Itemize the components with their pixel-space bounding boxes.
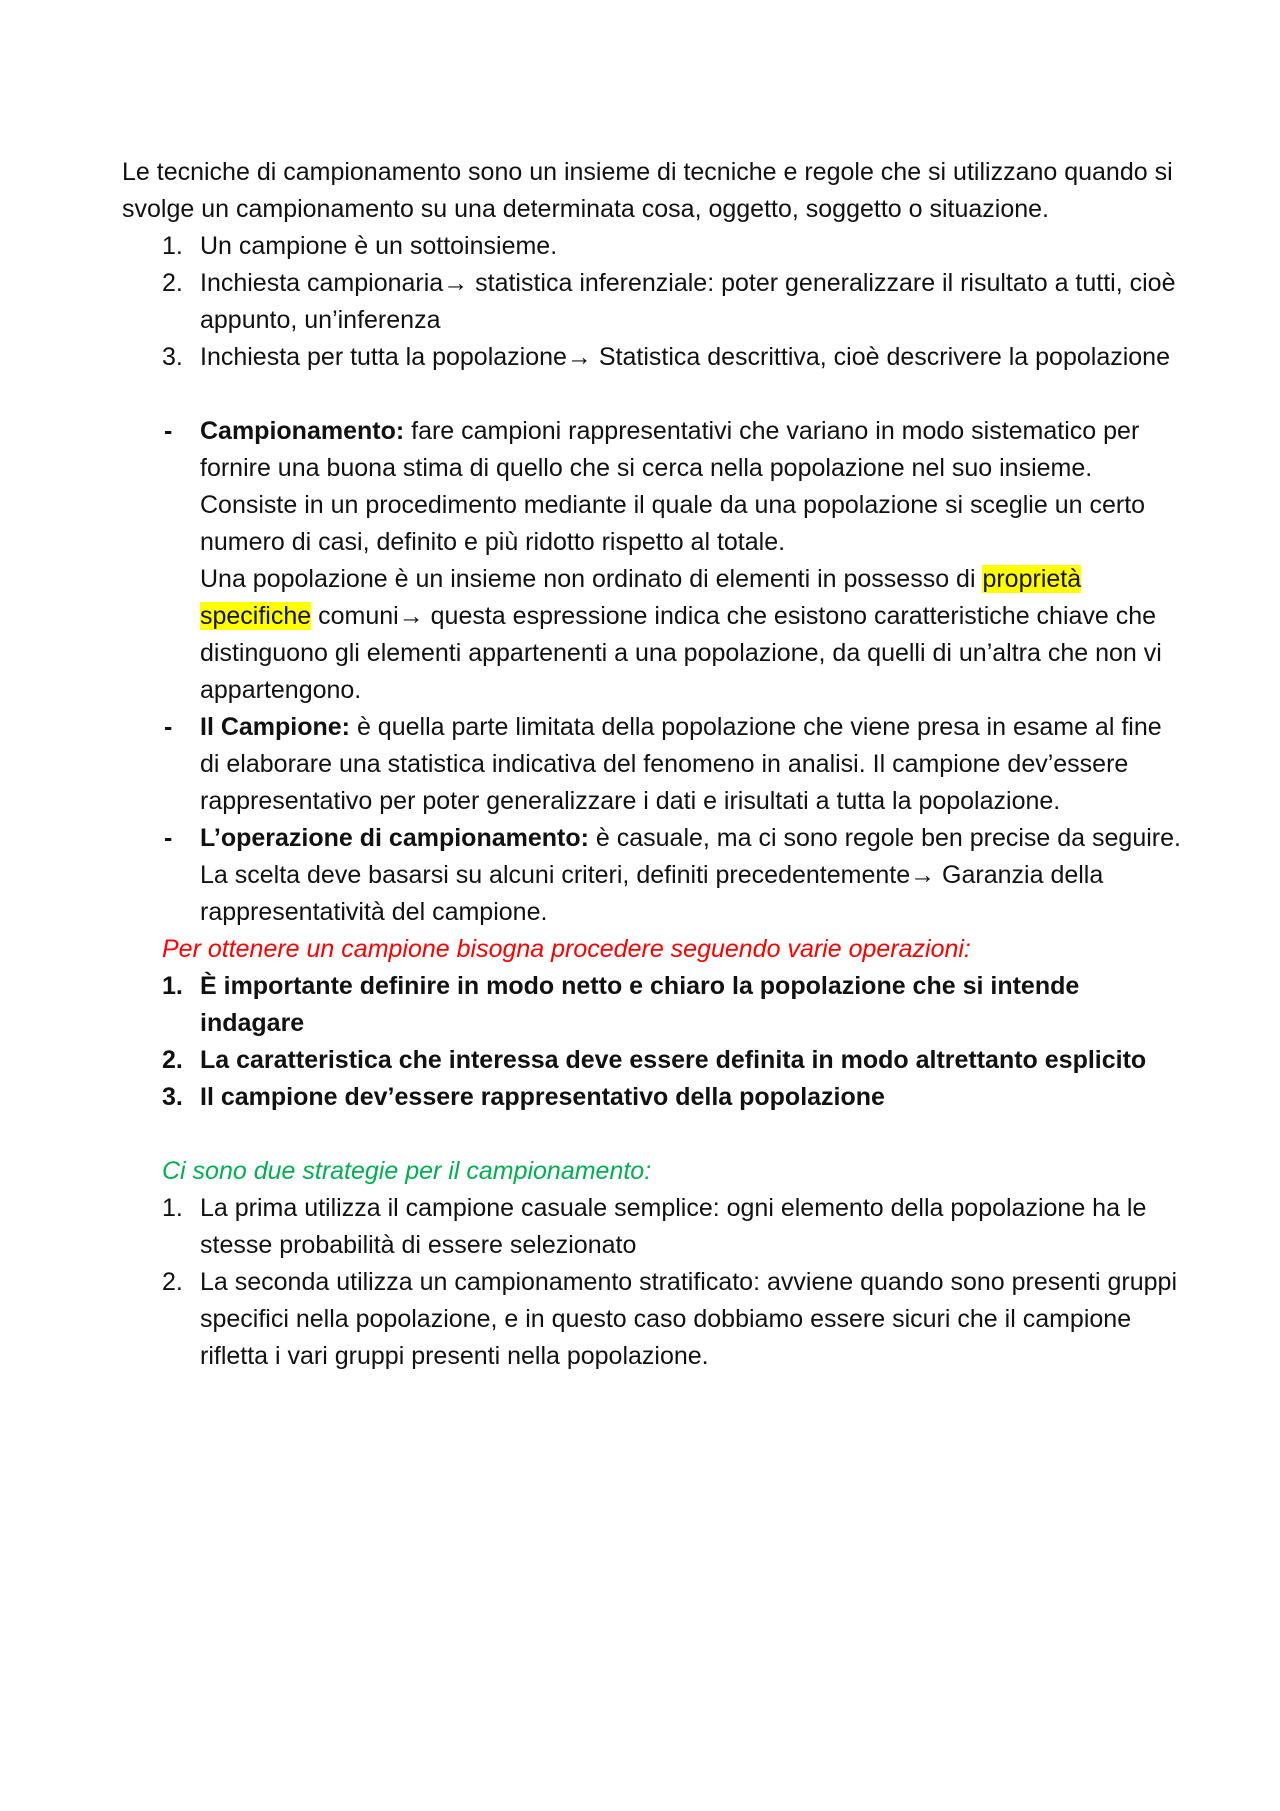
definition-operazione xyxy=(122,820,1182,931)
list-item-text: La seconda utilizza un campionamento stratificato: avviene quando sono presenti gruppi specifici nella popolazione, e in questo caso dobbiamo essere sicuri che il campione rifletta i vari gruppi presenti nella popolazione. xyxy=(200,1268,1178,1370)
red-italic-heading: Per ottenere un campione bisogna procedere seguendo varie operazioni: xyxy=(162,935,971,963)
population-text-before: Una popolazione è un insieme non ordinato di elementi in possesso di xyxy=(200,565,983,593)
dash-bullet: - xyxy=(164,713,173,741)
intro-paragraph: Le tecniche di campionamento sono un insieme di tecniche e regole che si utilizzano quando si svolge un campionamento su una determinata cosa, oggetto, soggetto o situazione. xyxy=(122,158,1173,223)
list-number: 3. xyxy=(162,343,183,371)
document-body xyxy=(122,154,1182,1375)
list-number: 3. xyxy=(162,1083,183,1111)
numbered-list-bold xyxy=(122,968,1182,1116)
definition-text: è casuale, ma ci sono regole ben precise da seguire. La scelta deve basarsi su alcuni criteri, definiti precedentemente→ Garanzia della rappresentatività del campione. xyxy=(200,824,1181,926)
list-item-text: Il campione dev’essere rappresentativo della popolazione xyxy=(200,1083,885,1111)
definitions-list xyxy=(122,413,1182,931)
definition-text: fare campioni rappresentativi che variano in modo sistematico per fornire una buona stima di quello che si cerca nella popolazione nel suo insieme. Consiste in un procedimento mediante il quale da una popolazione si sceglie un certo numero di casi, definito e più ridotto rispetto al totale. xyxy=(200,417,1146,556)
definition-campionamento xyxy=(122,413,1182,709)
list-item xyxy=(122,1079,1182,1116)
definition-term: Il Campione: xyxy=(200,713,351,741)
list-number: 2. xyxy=(162,1268,183,1296)
dash-bullet: - xyxy=(164,824,173,852)
list-item-text: Un campione è un sottoinsieme. xyxy=(200,232,558,260)
dash-bullet: - xyxy=(164,417,173,445)
list-item-text: È importante definire in modo netto e chiaro la popolazione che si intende indagare xyxy=(200,972,1080,1037)
list-item-text: Inchiesta campionaria→ statistica inferenziale: poter generalizzare il risultato a tutti, cioè appunto, un’inferenza xyxy=(200,269,1176,334)
list-number: 1. xyxy=(162,1194,183,1222)
list-item xyxy=(122,1264,1182,1375)
blank-line xyxy=(122,1116,1182,1153)
definition-paragraph xyxy=(200,709,1182,820)
blank-line xyxy=(122,376,1182,413)
list-number: 1. xyxy=(162,232,183,260)
definition-paragraph xyxy=(200,413,1182,561)
list-item xyxy=(122,339,1182,376)
definition-term: L’operazione di campionamento: xyxy=(200,824,589,852)
definition-paragraph xyxy=(200,820,1182,931)
population-paragraph xyxy=(200,561,1182,709)
definition-text: è quella parte limitata della popolazione che viene presa in esame al fine di elaborare una statistica indicativa del fenomeno in analisi. Il campione dev’essere rappresentativo per poter generalizzare i dati e irisultati a tutta la popolazione. xyxy=(200,713,1162,815)
numbered-list-3 xyxy=(122,1190,1182,1375)
highlighted-text: proprietà specifiche xyxy=(200,565,1082,630)
list-item-text: Inchiesta per tutta la popolazione→ Statistica descrittiva, cioè descrivere la popolazione xyxy=(200,343,1170,371)
list-item xyxy=(122,1190,1182,1264)
numbered-list-1 xyxy=(122,228,1182,376)
list-item xyxy=(122,968,1182,1042)
red-heading-row xyxy=(122,931,1182,968)
list-item xyxy=(122,228,1182,265)
list-number: 2. xyxy=(162,269,183,297)
list-item-text: La prima utilizza il campione casuale semplice: ogni elemento della popolazione ha le stesse probabilità di essere selezionato xyxy=(200,1194,1147,1259)
list-item-text: La caratteristica che interessa deve essere definita in modo altrettanto esplicito xyxy=(200,1046,1147,1074)
population-text-after: comuni→ questa espressione indica che esistono caratteristiche chiave che distinguono gli elementi appartenenti a una popolazione, da quelli di un’altra che non vi appartengono. xyxy=(200,602,1162,704)
definition-campione xyxy=(122,709,1182,820)
green-italic-heading: Ci sono due strategie per il campionamento: xyxy=(162,1157,652,1185)
list-number: 2. xyxy=(162,1046,183,1074)
definition-term: Campionamento: xyxy=(200,417,405,445)
list-item xyxy=(122,265,1182,339)
list-number: 1. xyxy=(162,972,183,1000)
list-item xyxy=(122,1042,1182,1079)
